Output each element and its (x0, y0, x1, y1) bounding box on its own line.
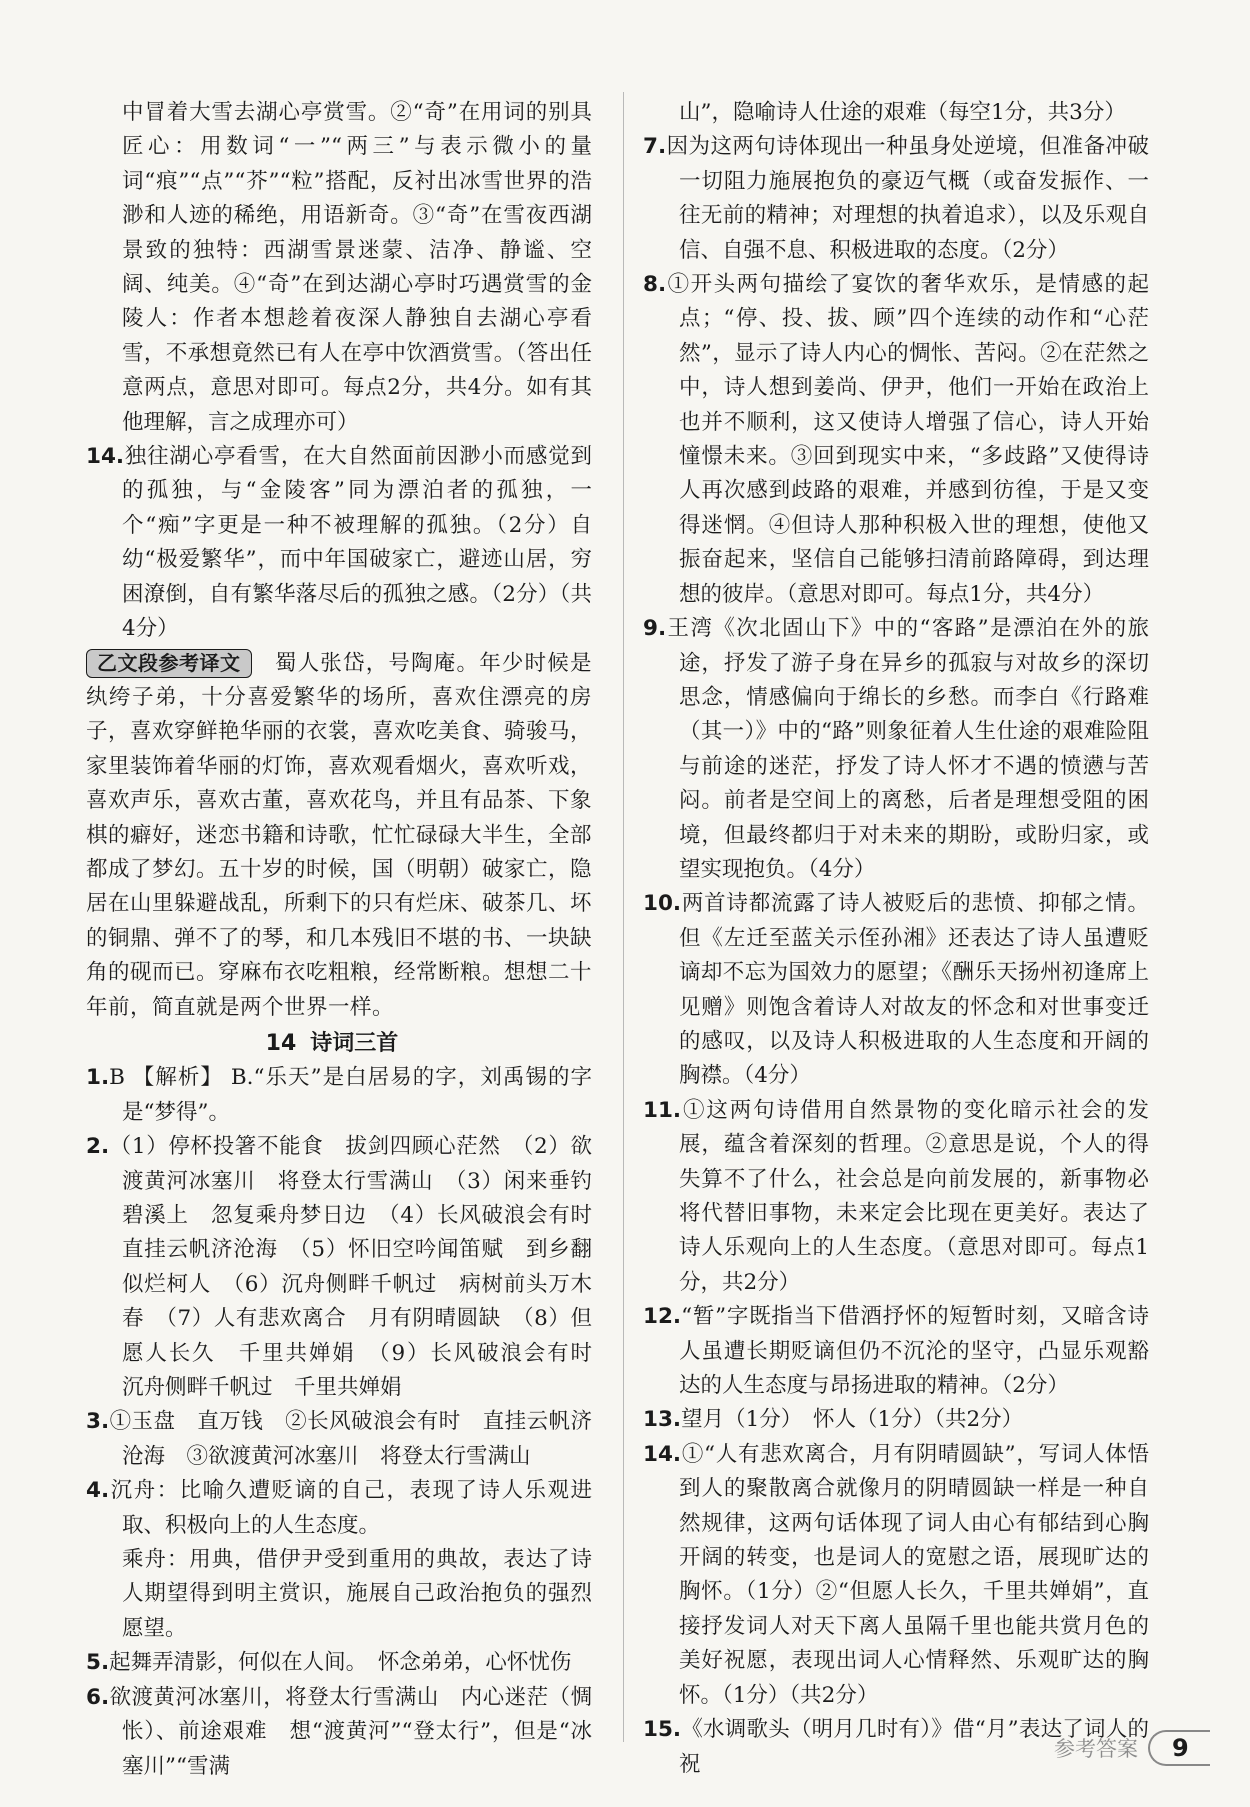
answer-text: “暂”字既指当下借酒抒怀的短暂时刻，又暗含诗人虽遭长期贬谪但仍不沉沦的坚守，凸显乐观豁达的人生态度与昂扬进取的精神。（2分） (679, 1304, 1149, 1399)
answer-text: 因为这两句诗体现出一种虽身处逆境，但准备冲破一切阻力施展抱负的豪迈气概（或奋发振作、一往无前的精神；对理想的执着追求），以及乐观自信、自强不息、积极进取的态度。（2分） (666, 134, 1149, 263)
right-column (643, 96, 1149, 1782)
answer-13-continued: 中冒着大雪去湖心亭赏雪。②“奇”在用词的别具匠心：用数词“一”“两三”与表示微小的量词“痕”“点”“芥”“粒”搭配，反衬出冰雪世界的浩渺和人迹的稀绝，用语新奇。③“奇”在雪夜西湖景致的独特：西湖雪景迷蒙、洁净、静谧、空阔、纯美。④“奇”在到达湖心亭时巧遇赏雪的金陵人：作者本想趁着夜深人静独自去湖心亭看雪，不承想竟然已有人在亭中饮酒赏雪。（答出任意两点，意思对即可。每点2分，共4分。如有其他理解，言之成理亦可） (122, 100, 592, 435)
answer-7 (643, 130, 1149, 268)
answer-text: ①玉盘 直万钱 ②长风破浪会有时 直挂云帆济沧海 ③欲渡黄河冰塞川 将登太行雪满山 (109, 1409, 592, 1469)
answer-text: 沉舟：比喻久遭贬谪的自己，表现了诗人乐观进取、积极向上的人生态度。 (109, 1478, 592, 1538)
answer-text: ①“人有悲欢离合，月有阴晴圆缺”，写词人体悟到人的聚散离合就像月的阴晴圆缺一样是一种自然规律，这两句话体现了词人由心有郁结到心胸开阔的转变，也是词人的宽慰之语，展现旷达的胸怀。（1分）②“但愿人长久，千里共婵娟”，直接抒发词人对天下离人虽隔千里也能共赏月色的美好祝愿，表现出词人心情释然、乐观旷达的胸怀。（1分）（共2分） (679, 1441, 1149, 1708)
translation-tag: 乙文段参考译文 (86, 649, 252, 678)
answer-number: 1. (86, 1065, 110, 1091)
section-heading (86, 1027, 592, 1061)
answer-number: 4. (86, 1478, 110, 1504)
answer-1 (86, 1061, 592, 1130)
left-column (86, 96, 614, 1784)
section-number: 14 (265, 1030, 297, 1056)
answer-12 (643, 1300, 1149, 1403)
answer-number: 5. (86, 1650, 110, 1676)
answer-number: 11. (643, 1097, 682, 1123)
answer-number: 13. (643, 1407, 682, 1433)
answer-number: 3. (86, 1409, 110, 1435)
answer-6 (86, 1681, 592, 1784)
answer-number: 15. (643, 1717, 682, 1743)
answer-13 (643, 1403, 1149, 1437)
answer-14 (86, 440, 592, 646)
answer-4-part2: 乘舟：用典，借伊尹受到重用的典故，表达了诗人期望得到明主赏识，施展自己政治抱负的强烈愿望。 (122, 1547, 592, 1641)
section-title: 诗词三首 (310, 1030, 399, 1056)
page-footer (1054, 1730, 1210, 1766)
page-number: 9 (1148, 1730, 1210, 1766)
answer-number: 14. (86, 444, 125, 470)
answer-14-poem (643, 1438, 1149, 1713)
answer-10 (643, 887, 1149, 1093)
answer-number: 2. (86, 1134, 110, 1160)
answer-text: ①开头两句描绘了宴饮的奢华欢乐，是情感的起点；“停、投、拔、顾”四个连续的动作和“心茫然”，显示了诗人内心的惆怅、苦闷。②在茫然之中，诗人想到姜尚、伊尹，他们一开始在政治上也并不顺利，这又使诗人增强了信心，诗人开始憧憬未来。③回到现实中来，“多歧路”又使得诗人再次感到歧路的艰难，并感到彷徨，于是又变得迷惘。④但诗人那种积极入世的理想，使他又振奋起来，坚信自己能够扫清前路障碍，到达理想的彼岸。（意思对即可。每点1分，共4分） (666, 272, 1149, 607)
answer-number: 12. (643, 1304, 682, 1330)
answer-number: 10. (643, 891, 682, 917)
answer-text: B 【解析】 B.“乐天”是白居易的字，刘禹锡的字是“梦得”。 (109, 1065, 592, 1125)
translation-block (86, 647, 592, 1025)
answer-text: 《水调歌头（明月几时有）》借“月”表达了词人的祝 (679, 1717, 1149, 1777)
answer-8 (643, 268, 1149, 612)
answer-number: 14. (643, 1441, 682, 1467)
answer-4 (86, 1474, 592, 1543)
answer-2 (86, 1130, 614, 1405)
answer-number: 6. (86, 1684, 110, 1710)
column-divider (623, 92, 624, 1742)
answer-text: 欲渡黄河冰塞川，将登太行雪满山 内心迷茫（惆怅）、前途艰难 想“渡黄河”“登太行”，但是“冰塞川”“雪满 (109, 1684, 592, 1779)
answer-9 (643, 612, 1149, 887)
footer-label: 参考答案 (1054, 1737, 1138, 1761)
answer-11 (643, 1094, 1149, 1300)
answer-text: 王湾《次北固山下》中的“客路”是漂泊在外的旅途，抒发了游子身在异乡的孤寂与对故乡的深切思念，情感偏向于绵长的乡愁。而李白《行路难（其一）》中的“路”则象征着人生仕途的艰难险阻与前途的迷茫，抒发了诗人怀才不遇的愤懑与苦闷。前者是空间上的离愁，后者是理想受阻的困境，但最终都归于对未来的期盼，或盼归家，或望实现抱负。（4分） (666, 616, 1149, 882)
translation-text: 蜀人张岱，号陶庵。年少时候是纨绔子弟，十分喜爱繁华的场所，喜欢住漂亮的房子，喜欢穿鲜艳华丽的衣裳，喜欢吃美食、骑骏马，家里装饰着华丽的灯饰，喜欢观看烟火，喜欢听戏，喜欢声乐，喜欢古董，喜欢花鸟，并且有品茶、下象棋的癖好，迷恋书籍和诗歌，忙忙碌碌大半生，全部都成了梦幻。五十岁的时候，国（明朝）破家亡，隐居在山里躲避战乱，所剩下的只有烂床、破茶几、坏的铜鼎、弹不了的琴，和几本残旧不堪的书、一块缺角的砚而已。穿麻布衣吃粗粮，经常断粮。想想二十年前，简直就是两个世界一样。 (86, 650, 593, 1020)
answer-text: （1）停杯投箸不能食 拔剑四顾心茫然 （2）欲渡黄河冰塞川 将登太行雪满山 （3）闲来垂钓碧溪上 忽复乘舟梦日边 （4）长风破浪会有时 直挂云帆济沧海 （5）怀旧空吟闻笛赋 到乡翻似烂柯人 （6）沉舟侧畔千帆过 病树前头万木春 （7）人有悲欢离合 月有阴晴圆缺 （8）但愿人长久 千里共婵娟 （9）长风破浪会有时 沉舟侧畔千帆过 千里共婵娟 (109, 1134, 614, 1401)
answer-text: 两首诗都流露了诗人被贬后的悲愤、抑郁之情。但《左迁至蓝关示侄孙湘》还表达了诗人虽遭贬谪却不忘为国效力的愿望；《酬乐天扬州初逢席上见赠》则饱含着诗人对故友的怀念和对世事变迁的感叹，以及诗人积极进取的人生态度和开阔的胸襟。（4分） (679, 891, 1149, 1089)
answer-6-continued: 山”，隐喻诗人仕途的艰难（每空1分，共3分） (679, 100, 1126, 125)
answer-text: ①这两句诗借用自然景物的变化暗示社会的发展，蕴含着深刻的哲理。②意思是说，个人的得失算不了什么，社会总是向前发展的，新事物必将代替旧事物，未来定会比现在更美好。表达了诗人乐观向上的人生态度。（意思对即可。每点1分，共2分） (679, 1097, 1149, 1295)
answer-number: 8. (643, 272, 667, 298)
answer-3 (86, 1405, 592, 1474)
answer-text: 望月（1分） 怀人（1分）（共2分） (681, 1407, 1024, 1433)
answer-5 (86, 1646, 592, 1680)
answer-number: 7. (643, 134, 667, 160)
answer-text: 独往湖心亭看雪，在大自然面前因渺小而感觉到的孤独，与“金陵客”同为漂泊者的孤独，一个“痴”字更是一种不被理解的孤独。（2分）自幼“极爱繁华”，而中年国破家亡，避迹山居，穷困潦倒，自有繁华落尽后的孤独之感。（2分）（共4分） (122, 444, 592, 642)
answer-text: 起舞弄清影，何似在人间。 怀念弟弟，心怀忧伤 (109, 1650, 572, 1676)
answer-number: 9. (643, 616, 667, 642)
